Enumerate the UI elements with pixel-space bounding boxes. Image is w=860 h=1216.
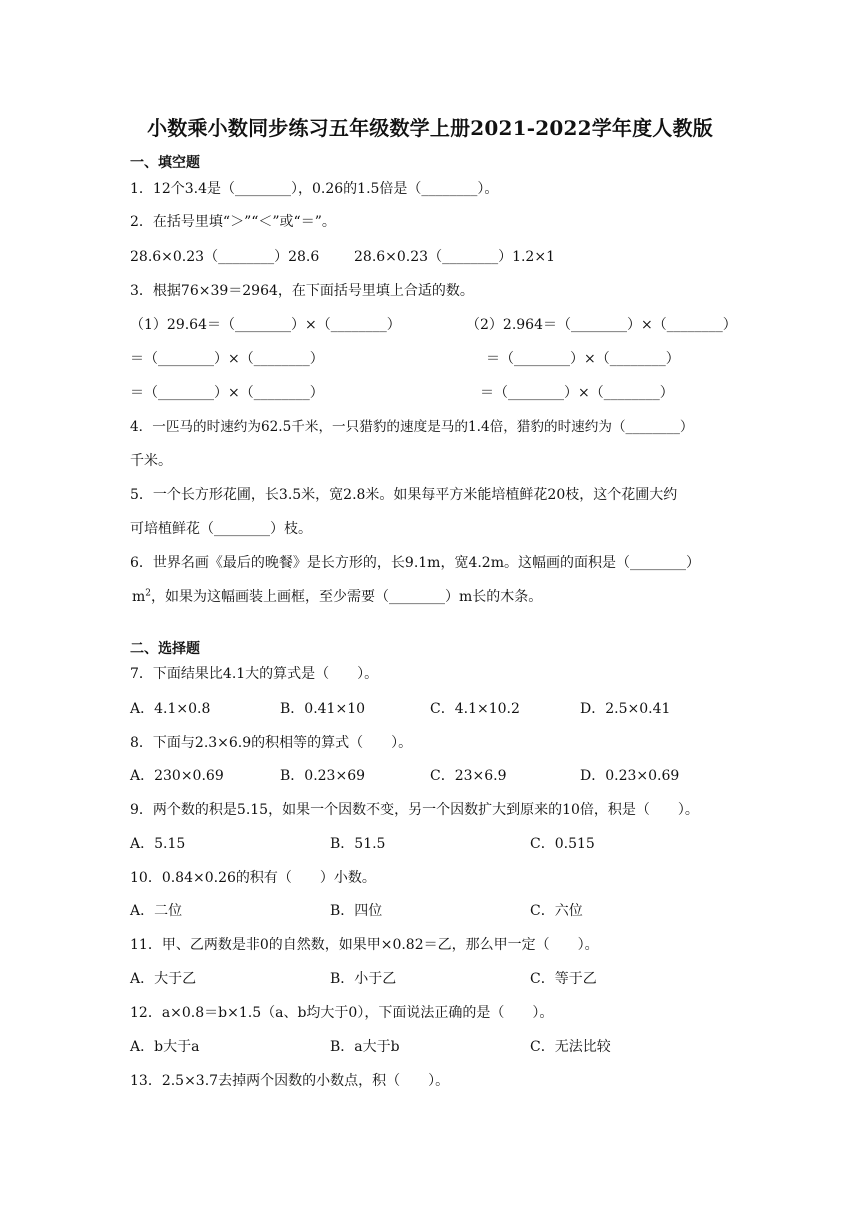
question-9-option-c: C．0.515	[530, 836, 595, 852]
question-3-left-line-1: （1）29.64＝（________）×（________）	[130, 317, 401, 333]
question-10-option-b: B．四位	[330, 903, 383, 919]
question-5-line-2: 可培植鲜花（________）枝。	[130, 521, 312, 537]
question-10: 10．0.84×0.26的积有（ ）小数。	[130, 870, 376, 886]
question-8-option-c: C．23×6.9	[430, 768, 507, 784]
section-heading-fill-in: 一、填空题	[130, 155, 200, 171]
question-11: 11．甲、乙两数是非0的自然数，如果甲×0.82＝乙，那么甲一定（ ）。	[130, 937, 599, 953]
question-6-line-2-text: ，如果为这幅画装上画框，至少需要（________）m长的木条。	[151, 589, 543, 605]
question-11-option-b: B．小于乙	[330, 971, 397, 987]
section-heading-multiple-choice: 二、选择题	[130, 641, 200, 657]
question-10-option-a: A．二位	[130, 903, 183, 919]
question-12: 12．a×0.8＝b×1.5（a、b均大于0），下面说法正确的是（ ）。	[130, 1005, 554, 1021]
question-3-left-line-2: ＝（________）×（________）	[130, 351, 324, 367]
question-9: 9．两个数的积是5.15，如果一个因数不变，另一个因数扩大到原来的10倍，积是（ ）。	[130, 802, 699, 818]
question-4-line-2: 千米。	[130, 453, 172, 469]
question-2-part-b: 28.6×0.23（________）1.2×1	[354, 249, 555, 265]
question-3-right-line-1: （2）2.964＝（________）×（________）	[466, 317, 737, 333]
question-7-option-c: C．4.1×10.2	[430, 701, 520, 717]
question-3-left-line-3: ＝（________）×（________）	[130, 385, 324, 401]
question-2-part-a: 28.6×0.23（________）28.6	[130, 249, 320, 265]
question-12-option-c: C．无法比较	[530, 1039, 611, 1055]
question-3: 3．根据76×39＝2964，在下面括号里填上合适的数。	[130, 283, 474, 299]
question-6-line-1: 6．世界名画《最后的晚餐》是长方形的，长9.1m，宽4.2m。这幅画的面积是（________）	[130, 555, 700, 571]
question-9-option-a: A．5.15	[130, 836, 186, 852]
page-title: 小数乘小数同步练习五年级数学上册2021-2022学年度人教版	[147, 116, 713, 140]
question-8-option-a: A．230×0.69	[130, 768, 224, 784]
question-7: 7．下面结果比4.1大的算式是（ ）。	[130, 666, 379, 682]
question-3-right-line-3: ＝（________）×（________）	[480, 385, 674, 401]
question-2: 2．在括号里填“＞”“＜”或“＝”。	[130, 214, 336, 230]
area-unit-exponent: 2	[145, 588, 152, 599]
question-11-option-a: A．大于乙	[130, 971, 197, 987]
question-3-right-line-2: ＝（________）×（________）	[486, 351, 680, 367]
question-7-option-b: B．0.41×10	[280, 701, 366, 717]
question-7-option-a: A．4.1×0.8	[130, 701, 211, 717]
question-8: 8．下面与2.3×6.9的积相等的算式（ ）。	[130, 735, 413, 751]
question-9-option-b: B．51.5	[330, 836, 386, 852]
question-8-option-b: B．0.23×69	[280, 768, 366, 784]
question-6-line-2	[132, 588, 542, 606]
question-12-option-a: A．b大于a	[130, 1039, 200, 1055]
question-7-option-d: D．2.5×0.41	[580, 701, 671, 717]
question-11-option-c: C．等于乙	[530, 971, 597, 987]
question-10-option-c: C．六位	[530, 903, 583, 919]
question-4-line-1: 4．一匹马的时速约为62.5千米，一只猎豹的速度是马的1.4倍，猎豹的时速约为（________）	[130, 419, 694, 435]
question-12-option-b: B．a大于b	[330, 1039, 400, 1055]
question-13: 13．2.5×3.7去掉两个因数的小数点，积（ ）。	[130, 1073, 450, 1089]
question-1: 1．12个3.4是（________），0.26的1.5倍是（________）。	[130, 181, 499, 197]
area-unit: m	[132, 589, 146, 605]
question-5-line-1: 5．一个长方形花圃，长3.5米，宽2.8米。如果每平方米能培植鲜花20枝，这个花圃大约	[130, 487, 678, 503]
question-8-option-d: D．0.23×0.69	[580, 768, 680, 784]
